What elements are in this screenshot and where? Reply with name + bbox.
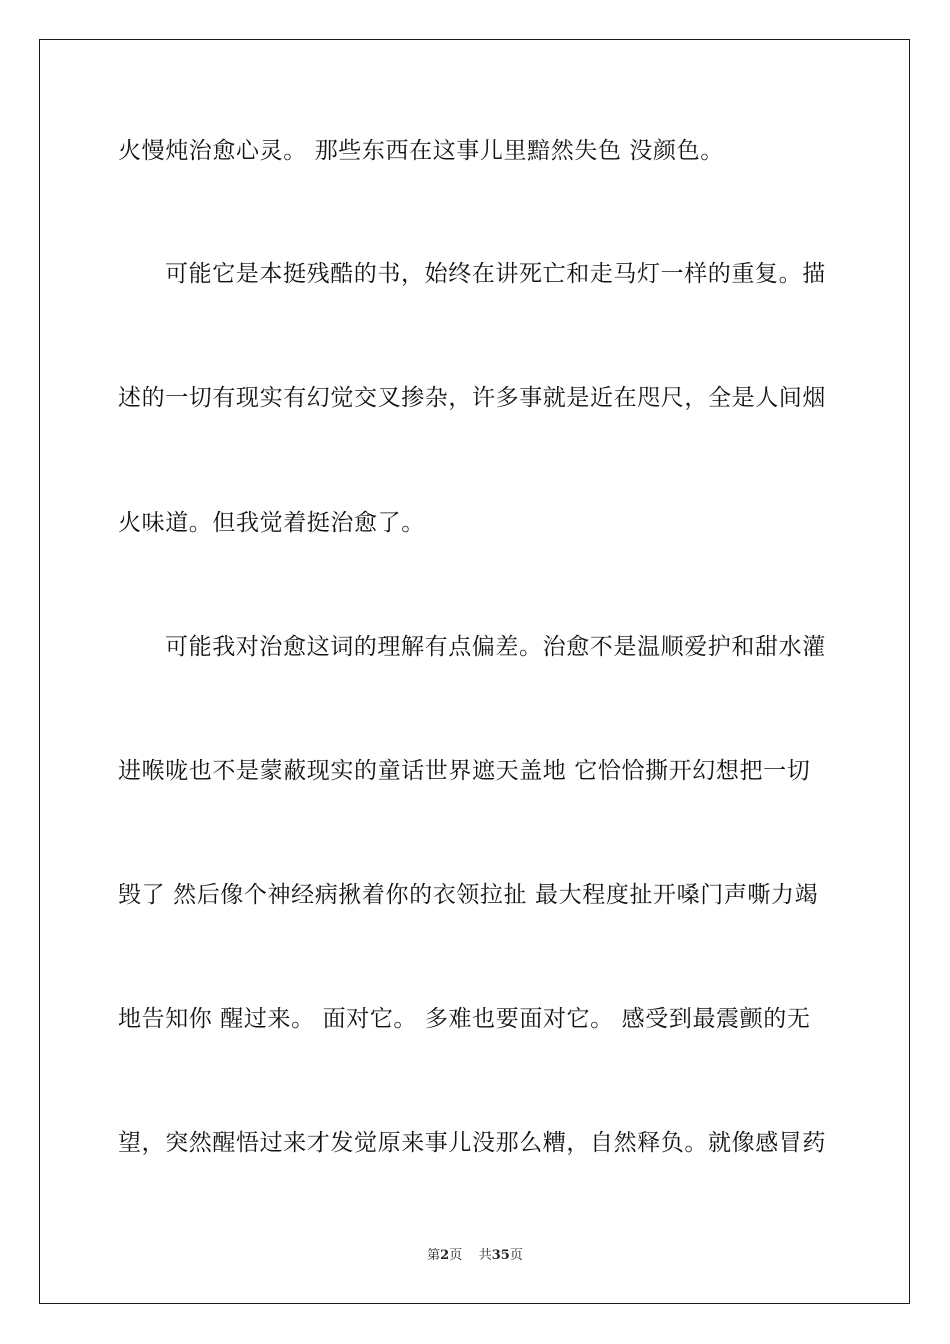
text-line-8: 地告知你 醒过来。 面对它。 多难也要面对它。 感受到最震颤的无 (118, 1006, 811, 1032)
page-footer (0, 1247, 950, 1265)
text-line-5: 可能我对治愈这词的理解有点偏差。治愈不是温顺爱护和甜水灌 (165, 634, 826, 660)
text-line-3: 述的一切有现实有幻觉交叉掺杂，许多事就是近在咫尺，全是人间烟 (118, 385, 826, 411)
text-line-4: 火味道。但我觉着挺治愈了。 (118, 510, 425, 536)
page-suffix: 页 (449, 1248, 463, 1263)
text-line-6: 进喉咙也不是蒙蔽现实的童话世界遮天盖地 它恰恰撕开幻想把一切 (118, 758, 811, 784)
total-pages: 35 (491, 1248, 510, 1263)
page-prefix: 第 (427, 1248, 441, 1263)
total-suffix: 页 (509, 1248, 523, 1263)
text-line-9: 望，突然醒悟过来才发觉原来事儿没那么糟，自然释负。就像感冒药 (118, 1130, 826, 1156)
total-prefix: 共 (478, 1248, 492, 1263)
text-line-2: 可能它是本挺残酷的书，始终在讲死亡和走马灯一样的重复。描 (165, 261, 826, 287)
text-line-1: 火慢炖治愈心灵。 那些东西在这事儿里黯然失色 没颜色。 (118, 138, 724, 164)
page-border (39, 39, 910, 1304)
page-number: 2 (440, 1248, 450, 1263)
text-line-7: 毁了 然后像个神经病揪着你的衣领拉扯 最大程度扯开嗓门声嘶力竭 (118, 882, 819, 908)
